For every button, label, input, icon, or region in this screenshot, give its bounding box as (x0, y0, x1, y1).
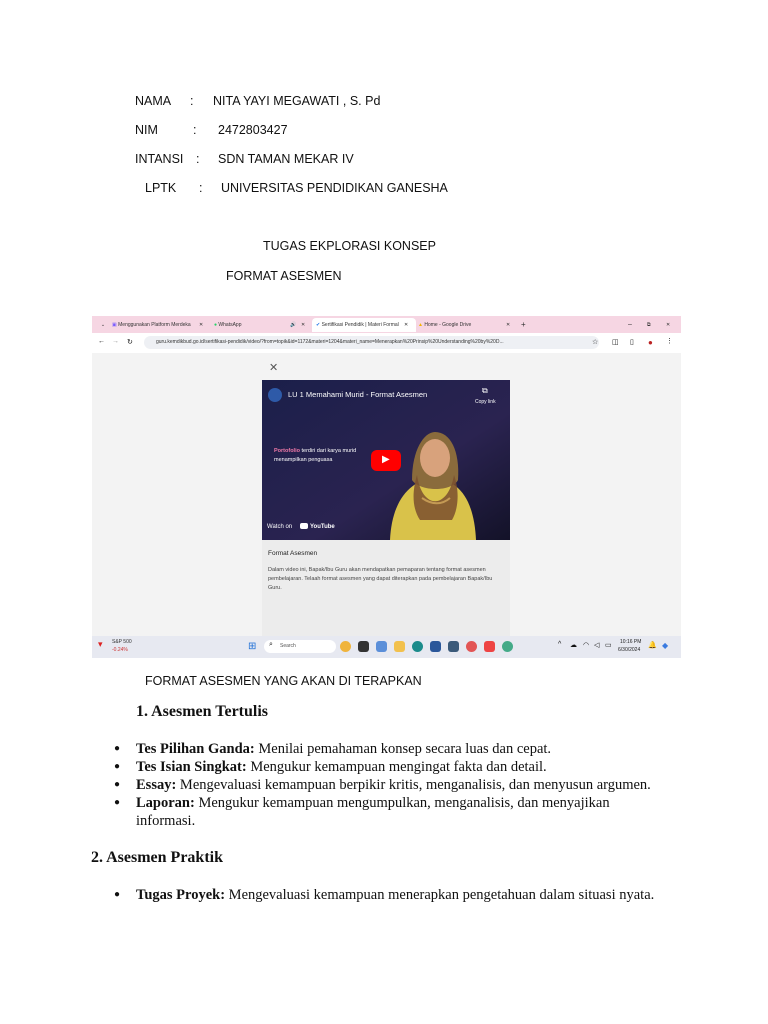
tab-whatsapp[interactable] (214, 318, 284, 332)
tab-close-icon[interactable]: ✕ (199, 322, 204, 328)
file-explorer-icon[interactable] (394, 641, 405, 652)
lptk-separator: : (199, 181, 203, 195)
item-desc: Mengukur kemampuan mengingat fakta dan detail. (246, 759, 547, 775)
close-modal-icon[interactable]: ✕ (269, 362, 279, 374)
maximize-button[interactable]: ⧉ (647, 322, 651, 328)
chrome-profile-icon[interactable] (502, 641, 513, 652)
bookmark-star-icon[interactable]: ☆ (592, 339, 599, 346)
nim-separator: : (193, 123, 197, 137)
section-intro: FORMAT ASESMEN YANG AKAN DI TERAPKAN (145, 674, 422, 688)
tab-label: WhatsApp (218, 322, 242, 328)
panel-text: Dalam video ini, Bapak/Ibu Guru akan mendapatkan pemaparan tentang format asesmen pembelajaran. Telaah format asesmen yang dapat diterapkan pada pembelajaran Bapak/Ibu Guru. (268, 567, 493, 591)
stock-name[interactable]: S&P 500 (112, 639, 132, 645)
item-desc: Mengevaluasi kemampuan berpikir kritis, menganalisis, dan menyusun argumen. (176, 777, 651, 793)
wifi-icon[interactable]: ◠ (583, 642, 590, 649)
tab-close-icon[interactable]: ✕ (506, 322, 511, 328)
play-button[interactable] (371, 450, 401, 471)
instansi-label: INTANSI (135, 152, 184, 166)
address-bar (92, 333, 681, 354)
video-player[interactable] (262, 380, 510, 540)
whatsapp-icon: ● (214, 322, 218, 328)
tab-sertifikasi[interactable] (312, 318, 416, 332)
copy-icon[interactable]: ⧉ (482, 386, 488, 395)
mail-icon[interactable] (448, 641, 459, 652)
list-item (114, 794, 646, 830)
back-icon[interactable]: ← (98, 338, 105, 345)
item-desc: Menilai pemahaman konsep secara luas dan cepat. (254, 741, 552, 757)
profile-avatar[interactable]: ● (648, 338, 653, 347)
opera-icon[interactable] (484, 641, 495, 652)
store-icon[interactable] (430, 641, 441, 652)
clock-time[interactable]: 10:16 PM (620, 639, 642, 645)
notification-bell-icon[interactable]: 🔔 (648, 642, 657, 649)
browser-tab-bar (92, 316, 681, 333)
item-term: Essay: (136, 777, 177, 793)
item-desc: Mengukur kemampuan mengumpulkan, menganalisis, dan menyajikan informasi. (136, 795, 610, 829)
section2-heading: 2. Asesmen Praktik (91, 849, 223, 866)
tab-close-icon[interactable]: ✕ (404, 322, 409, 328)
sound-icon: 🔊 (290, 322, 297, 328)
search-icon: ⌕ (269, 641, 273, 648)
search-placeholder: Search (280, 643, 296, 649)
copilot-icon[interactable] (340, 641, 351, 652)
video-caption-line2: menampilkan penguasa (274, 457, 333, 463)
battery-icon[interactable]: ▭ (605, 642, 612, 649)
item-term: Tes Isian Singkat: (136, 759, 247, 775)
section2-list (114, 886, 714, 904)
browser-screenshot (92, 316, 681, 658)
lptk-label: LPTK (145, 181, 177, 195)
subject-title: FORMAT ASESMEN (226, 269, 342, 283)
item-desc: Mengevaluasi kemampuan menerapkan pengetahuan dalam situasi nyata. (225, 887, 655, 903)
item-term: Tugas Proyek: (136, 887, 226, 903)
lptk-value: UNIVERSITAS PENDIDIKAN GANESHA (221, 181, 448, 195)
clock-date[interactable]: 6/30/2024 (618, 647, 641, 653)
forward-icon[interactable]: → (112, 338, 119, 345)
edge-icon[interactable] (412, 641, 423, 652)
instansi-value: SDN TAMAN MEKAR IV (218, 152, 354, 166)
item-term: Tes Pilihan Ganda: (136, 741, 255, 757)
tab-label: Sertifikasi Pendidik | Materi Formal (321, 322, 399, 328)
tab-google-drive[interactable] (418, 318, 498, 332)
section1-heading: 1. Asesmen Tertulis (136, 703, 269, 720)
name-separator: : (190, 94, 194, 108)
copy-link-label[interactable]: Copy link (475, 399, 496, 405)
chrome-icon[interactable] (466, 641, 477, 652)
tab-label: Home - Google Drive (424, 322, 472, 328)
tab-favicon-icon: ✔ (316, 322, 321, 328)
extensions-icon[interactable]: ◫ (612, 339, 619, 346)
tab-close-icon[interactable]: ✕ (301, 322, 306, 328)
youtube-wordmark[interactable]: YouTube (310, 524, 335, 530)
task-view-icon[interactable] (358, 641, 369, 652)
tab-label: Menggunakan Platform Merdeka (118, 322, 191, 328)
name-label: NAMA (135, 94, 172, 108)
new-tab-button[interactable]: + (521, 320, 526, 329)
tab-platform-merdeka[interactable] (112, 318, 204, 332)
item-term: Laporan: (136, 795, 195, 811)
more-menu-icon[interactable]: ⋮ (666, 338, 673, 345)
tab-favicon-icon: ▣ (112, 322, 117, 328)
stock-change: -0.24% (112, 647, 128, 653)
video-title[interactable]: LU 1 Memahami Murid - Format Asesmen (288, 390, 428, 399)
close-window-button[interactable]: ✕ (666, 322, 671, 328)
list-item (114, 886, 714, 904)
youtube-logo-icon (300, 523, 308, 529)
description-panel (262, 540, 510, 636)
start-icon[interactable]: ⊞ (248, 641, 257, 652)
sidepanel-icon[interactable]: ▯ (630, 339, 634, 346)
tray-chevron-icon[interactable]: ^ (558, 641, 562, 648)
url-field[interactable]: guru.kemdikbud.go.id/sertifikasi-pendidik/video/?from=topik&id=1172&materi=1204&materi_name=Menerapkan%20Prinsip%20Understanding%20by%20D... (144, 336, 599, 349)
widgets-icon[interactable] (376, 641, 387, 652)
video-caption-line1 (274, 448, 356, 454)
page-content (92, 353, 681, 636)
watch-on-label[interactable]: Watch on (267, 524, 293, 530)
list-item (114, 776, 684, 794)
play-icon: ▶ (382, 454, 390, 465)
tray-cloud-icon[interactable]: ☁ (570, 642, 577, 649)
panel-heading: Format Asesmen (268, 550, 318, 557)
nim-label: NIM (135, 123, 158, 137)
channel-avatar[interactable] (268, 388, 282, 402)
name-value: NITA YAYI MEGAWATI , S. Pd (213, 94, 381, 108)
stock-widget-icon[interactable]: ▾ (98, 639, 103, 649)
windows-taskbar (92, 636, 681, 658)
list-item (114, 758, 684, 776)
nim-value: 2472803427 (218, 123, 288, 137)
caption-highlight: Portofolio (274, 448, 300, 454)
instansi-separator: : (196, 152, 200, 166)
minimize-button[interactable]: – (628, 321, 632, 328)
caption-rest: terdiri dari karya murid (299, 448, 357, 454)
section1-list (114, 740, 684, 830)
taskbar-search[interactable] (264, 640, 336, 653)
task-title: TUGAS EKPLORASI KONSEP (263, 239, 436, 253)
drive-icon: ▲ (418, 322, 423, 328)
list-item (114, 740, 684, 758)
volume-icon[interactable]: ◁ (594, 642, 600, 649)
tab-menu-icon[interactable]: ⌄ (100, 322, 106, 328)
copilot-tray-icon[interactable]: ◆ (662, 641, 669, 650)
reload-icon[interactable]: ↻ (127, 339, 133, 346)
